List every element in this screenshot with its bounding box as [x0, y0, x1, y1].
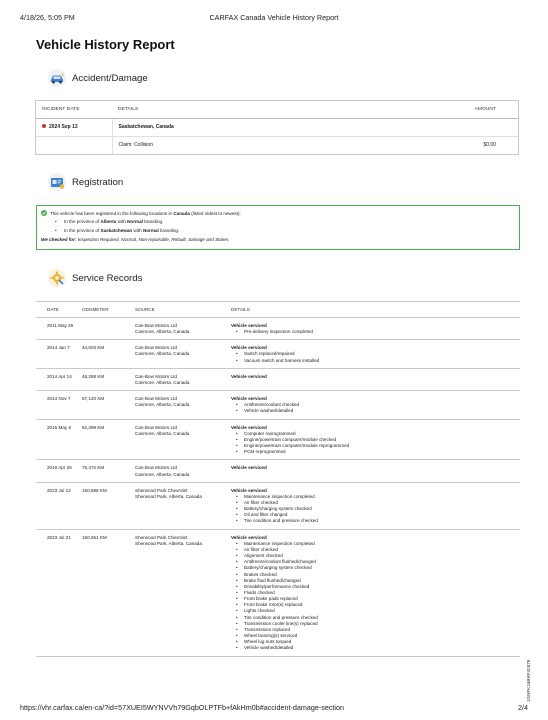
service-items: [231, 351, 520, 363]
service-details: [220, 368, 520, 390]
service-source-line: Canmore, Alberta, Canada: [135, 329, 190, 335]
service-item: • Air filter checked: [236, 500, 520, 506]
service-title: Vehicle serviced: [231, 487, 267, 493]
claim-type: Collision: [134, 142, 153, 149]
service-source-line: Can-Bow Motors Ltd: [135, 323, 177, 328]
service-item: • Tire condition and pressure checked: [236, 615, 520, 621]
service-source-line: Can-Bow Motors Ltd: [135, 424, 177, 430]
service-item: • Brake fluid flushed/changed: [236, 578, 520, 584]
service-title: Vehicle serviced: [231, 345, 267, 351]
service-title: Vehicle serviced: [231, 534, 267, 540]
service-item: • Transmission cooler line(s) replaced: [236, 621, 520, 627]
col-amount: AMOUNT: [428, 101, 518, 118]
service-source-line: Sherwood Park, Alberta, Canada: [135, 540, 202, 546]
service-source-line: Canmore, Alberta, Canada: [135, 402, 190, 408]
service-item: • Brakes checked: [236, 572, 520, 578]
service-source-line: Sherwood Park Chevrolet: [135, 487, 188, 493]
print-footer: [20, 703, 528, 715]
incident-date: 2024 Sep 13: [49, 124, 78, 130]
service-record-row: [36, 529, 520, 656]
car-crash-icon: [47, 68, 67, 88]
print-url[interactable]: https://vhr.carfax.ca/en-ca/?id=57XUEI5WYNVVh79GqbOLPTFb+fAkHm0b#accident-damage-section: [20, 703, 344, 712]
service-date: 2011 May 26: [36, 318, 78, 340]
service-odometer: 150,651 KM: [78, 529, 124, 656]
service-record-row: [36, 419, 520, 460]
service-items: [231, 431, 520, 456]
service-source-line: Can-Bow Motors Ltd: [135, 373, 177, 379]
service-source-line: Can-Bow Motors Ltd: [135, 396, 177, 402]
service-item: • Wheel lug nuts torqued: [236, 639, 520, 645]
service-source: [124, 460, 220, 482]
service-item: • Maintenance inspection completed: [236, 494, 520, 500]
service-item: • Vehicle washed/detailed: [236, 645, 520, 651]
service-record-row: [36, 368, 520, 390]
service-odometer: 62,399 KM: [78, 419, 124, 460]
service-record-row: [36, 340, 520, 368]
service-item: • Wheel bearing(s) serviced: [236, 633, 520, 639]
service-item: • Battery/charging system checked: [236, 565, 520, 571]
service-item: • Drivability/performance checked: [236, 584, 520, 590]
print-header: [20, 13, 528, 25]
incident-date-cell: [36, 118, 112, 136]
accident-table: [35, 100, 519, 155]
incident-amount-empty: [428, 118, 518, 136]
service-details: [220, 460, 520, 482]
service-item: • Air filter checked: [236, 547, 520, 553]
service-source-line: Sherwood Park, Alberta, Canada: [135, 493, 202, 499]
incident-claim-spacer: [36, 136, 112, 154]
service-date: 2014 Jan 7: [36, 340, 78, 368]
registration-intro: This vehicle has been registered in the following locations in Canada (listed oldest to newest):: [41, 209, 515, 217]
accident-dot-icon: [42, 124, 46, 128]
service-odometer: 150,596 KM: [78, 482, 124, 529]
service-source: [124, 419, 220, 460]
registration-entry: • In the province of Alberta with Normal branding.: [55, 217, 515, 226]
col-details: DETAILS: [112, 101, 428, 118]
service-item: • Front brake pads replaced: [236, 596, 520, 602]
report-title: Vehicle History Report: [36, 37, 175, 52]
claim-label: Claim:: [118, 142, 133, 149]
service-item: • Computer reprogrammed: [236, 431, 520, 437]
incident-location: Saskatchewan, Canada: [118, 124, 174, 130]
service-item: • PCM reprogrammed: [236, 449, 520, 455]
registration-section-header: [47, 171, 123, 193]
service-title: Vehicle serviced: [231, 323, 267, 328]
service-source: [124, 529, 220, 656]
service-details: [220, 419, 520, 460]
check-circle-icon: [41, 210, 50, 217]
service-odometer: [78, 318, 124, 340]
service-details: [220, 529, 520, 656]
service-title: Vehicle serviced: [231, 465, 267, 471]
service-source: [124, 318, 220, 340]
service-date: 2014 Apr 14: [36, 368, 78, 390]
service-item: • Tire condition and pressure checked: [236, 518, 520, 524]
service-record-row: [36, 482, 520, 529]
service-source-line: Sherwood Park Chevrolet: [135, 534, 188, 540]
service-odometer: 57,120 KM: [78, 391, 124, 419]
incident-claim: [112, 136, 428, 154]
registration-box: [36, 205, 520, 250]
registration-section-title: Registration: [72, 176, 124, 188]
print-datetime: 4/18/26, 5:05 PM: [20, 13, 75, 22]
service-item: • Fluids checked: [236, 590, 520, 596]
service-title: Vehicle serviced: [231, 424, 267, 430]
side-reference-code: 1GNFK16BRF42876: [526, 659, 531, 702]
service-item: • Engine/powertrain computer/module reprogrammed: [236, 443, 520, 449]
service-source-line: Canmore, Alberta, Canada: [135, 430, 190, 436]
service-gear-icon: [47, 268, 67, 288]
service-source-line: Canmore, Alberta, Canada: [135, 379, 190, 385]
service-items: [231, 329, 520, 335]
service-source: [124, 368, 220, 390]
accident-section-title: Accident/Damage: [72, 72, 148, 84]
col-incident-date: INCIDENT DATE: [36, 101, 112, 118]
service-record-row: [36, 460, 520, 482]
col-source: SOURCE: [124, 302, 220, 318]
service-item: • Oil and filter changed: [236, 512, 520, 518]
service-record-row: [36, 391, 520, 419]
incident-amount: $0.00: [428, 136, 518, 154]
service-record-row: [36, 318, 520, 340]
registration-card-icon: [47, 172, 67, 192]
service-section-header: [47, 267, 142, 289]
service-item: • Engine/powertrain computer/module checked: [236, 437, 520, 443]
service-source: [124, 391, 220, 419]
service-records-table: [36, 301, 520, 657]
service-item: • Vacuum switch and harness installed: [236, 358, 520, 364]
service-title: Vehicle serviced: [231, 396, 267, 402]
service-items: [231, 494, 520, 525]
print-page-title: CARFAX Canada Vehicle History Report: [209, 13, 339, 22]
service-source-line: Canmore, Alberta, Canada: [135, 351, 190, 357]
service-title: Vehicle serviced: [231, 373, 267, 379]
service-date: 2014 Nov 7: [36, 391, 78, 419]
col-service-details: DETAILS: [220, 302, 520, 318]
service-item: • Battery/charging system checked: [236, 506, 520, 512]
service-odometer: 44,603 KM: [78, 340, 124, 368]
service-item: • Maintenance inspection completed: [236, 541, 520, 547]
print-page-number: 2/4: [518, 703, 528, 712]
service-date: 2016 Apr 25: [36, 460, 78, 482]
service-item: • Pre-delivery inspection completed: [236, 329, 520, 335]
col-service-date: DATE: [36, 302, 78, 318]
service-source-line: Can-Bow Motors Ltd: [135, 465, 177, 471]
service-source-line: Canmore, Alberta, Canada: [135, 471, 190, 477]
service-source: [124, 482, 220, 529]
service-items: [231, 541, 520, 652]
service-source-line: Can-Bow Motors Ltd: [135, 345, 177, 351]
service-details: [220, 391, 520, 419]
service-item: • Switch replaced/repaired: [236, 351, 520, 357]
service-date: 2015 May 6: [36, 419, 78, 460]
service-details: [220, 340, 520, 368]
accident-section-header: [47, 67, 148, 89]
service-item: • Alignment checked: [236, 553, 520, 559]
service-odometer: 48,288 KM: [78, 368, 124, 390]
service-section-title: Service Records: [72, 272, 143, 284]
service-items: [231, 402, 520, 414]
service-item: • Antifreeze/coolant flushed/changed: [236, 559, 520, 565]
service-item: • Vehicle washed/detailed: [236, 408, 520, 414]
registration-checked-for: We checked for: Inspection Required, Normal, Non-repairable, Rebuilt, Salvage and Stolen.: [41, 237, 230, 242]
service-date: 2023 Jul 12: [36, 482, 78, 529]
service-details: [220, 482, 520, 529]
service-item: • Lights checked: [236, 608, 520, 614]
service-item: • Transmission replaced: [236, 627, 520, 633]
incident-row: [36, 118, 518, 136]
service-details: [220, 318, 520, 340]
service-item: • Front brake rotor(s) replaced: [236, 602, 520, 608]
incident-claim-row: [36, 136, 518, 154]
registration-list: [55, 217, 515, 235]
service-item: • Antifreeze/coolant checked: [236, 402, 520, 408]
service-odometer: 78,472 KM: [78, 460, 124, 482]
service-date: 2023 Jul 21: [36, 529, 78, 656]
registration-entry: • In the province of Saskatchewan with Normal branding.: [55, 226, 515, 235]
service-source: [124, 340, 220, 368]
col-odometer: ODOMETER: [78, 302, 124, 318]
